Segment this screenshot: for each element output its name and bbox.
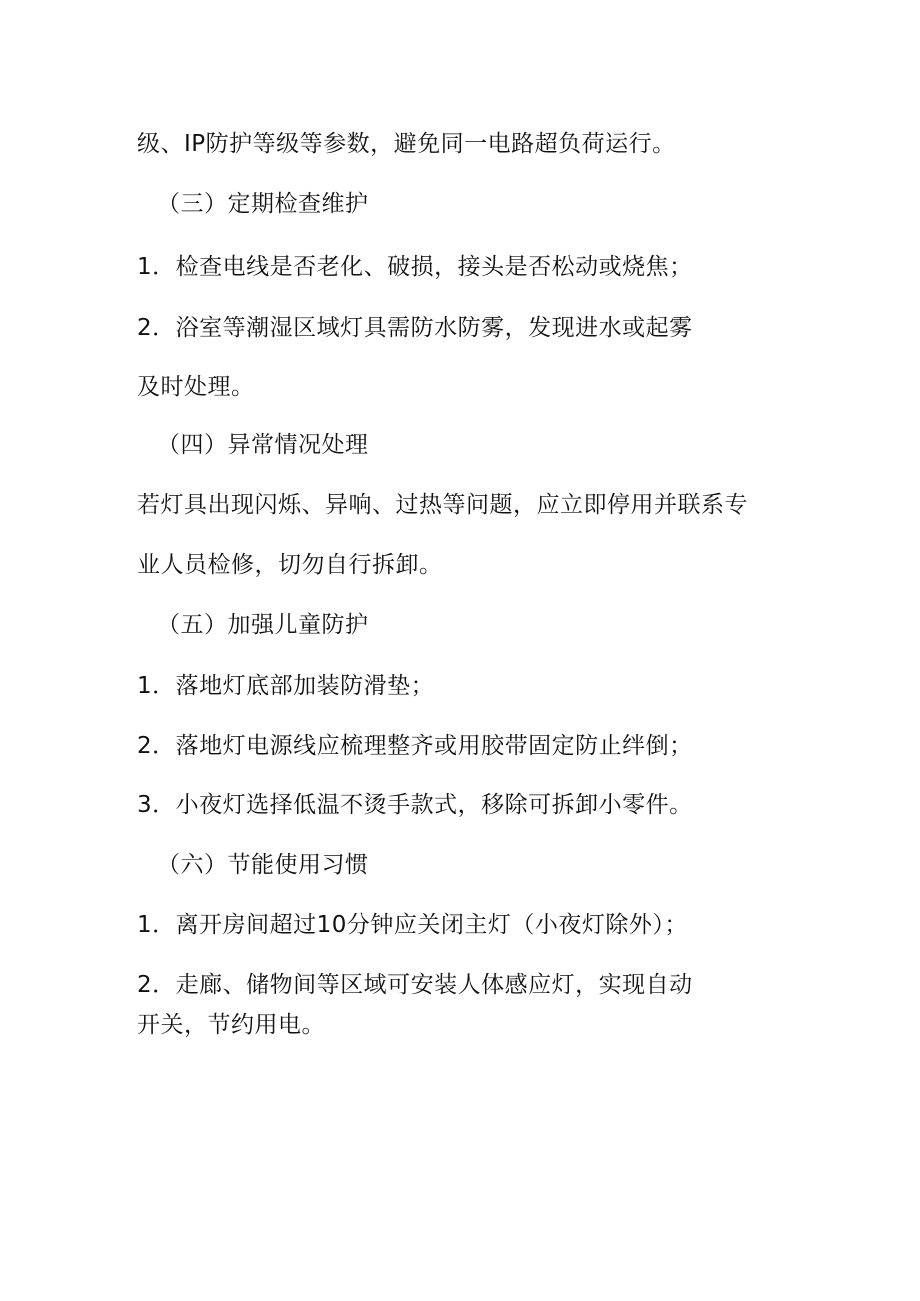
section-heading-3: （三）定期检查维护 — [157, 191, 369, 217]
paragraph-line: 业人员检修，切勿自行拆卸。 — [137, 552, 443, 578]
section-heading-4: （四）异常情况处理 — [157, 432, 369, 458]
section-heading-5: （五）加强儿童防护 — [157, 612, 369, 638]
list-item: 2．走廊、储物间等区域可安装人体感应灯，实现自动 — [137, 972, 693, 998]
paragraph-line: 级、IP防护等级等参数，避免同一电路超负荷运行。 — [137, 131, 676, 157]
list-item: 2．浴室等潮湿区域灯具需防水防雾，发现进水或起雾 — [137, 315, 693, 341]
list-item: 1．离开房间超过10分钟应关闭主灯（小夜灯除外）； — [137, 912, 688, 938]
section-heading-6: （六）节能使用习惯 — [157, 852, 369, 878]
paragraph-line: 及时处理。 — [137, 374, 255, 400]
paragraph-line: 开关，节约用电。 — [137, 1012, 325, 1038]
paragraph-line: 若灯具出现闪烁、异响、过热等问题，应立即停用并联系专 — [137, 492, 748, 518]
list-item: 2．落地灯电源线应梳理整齐或用胶带固定防止绊倒； — [137, 733, 693, 759]
list-item: 1．检查电线是否老化、破损，接头是否松动或烧焦； — [137, 254, 693, 280]
list-item: 1．落地灯底部加装防滑垫； — [137, 673, 435, 699]
list-item: 3．小夜灯选择低温不烫手款式，移除可拆卸小零件。 — [137, 792, 693, 818]
